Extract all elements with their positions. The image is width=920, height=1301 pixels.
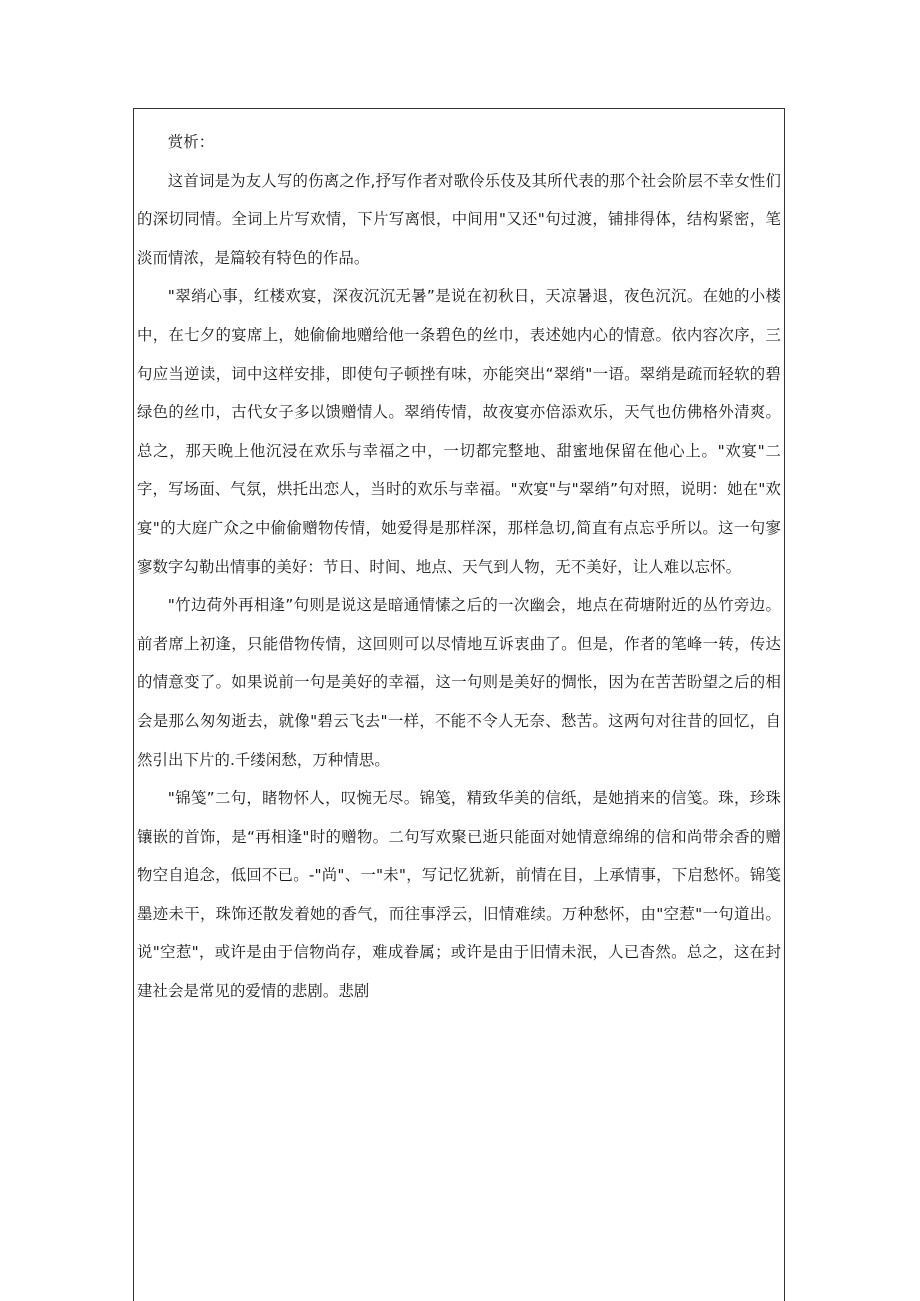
paragraph-intro: 这首词是为友人写的伤离之作,抒写作者对歌伶乐伎及其所代表的那个社会阶层不幸女性们的深切同情。全词上片写欢情，下片写离恨，中间用"又还"句过渡，铺排得体，结构紧密，笔淡而情浓，是篇较有特色的作品。 [137, 171, 781, 267]
paragraph-jinjian: "锦笺”二句，睹物怀人，叹惋无尽。锦笺，精致华美的信纸，是她捎来的信笺。珠，珍珠镶嵌的首饰，是“再相逢"时的赠物。二句写欢聚已逝只能面对她情意绵绵的信和尚带余香的赠物空自追念，低回不已。-"尚"、一"未"，写记忆犹新，前情在目，上承情事，下启愁怀。锦笺墨迹未干，珠饰还散发着她的香气，而往事浮云，旧情难续。万种愁怀，由"空惹"一句道出。说"空惹"，或许是由于信物尚存，难成眷属；或许是由于旧情未泯，人已杳然。总之，这在封建社会是常见的爱情的悲剧。悲剧 [137, 789, 781, 1001]
paragraph-zhubian: "竹边荷外再相逢”句则是说这是暗通情愫之后的一次幽会，地点在荷塘附近的丛竹旁边。前者席上初逢，只能借物传情，这回则可以尽情地互诉衷曲了。但是，作者的笔峰一转，传达的情意变了。如果说前一句是美好的幸福，这一句则是美好的惆怅，因为在苦苦盼望之后的相会是那么匆匆逝去，就像"碧云飞去"一样，不能不令人无奈、愁苦。这两句对往昔的回忆，自然引出下片的.千缕闲愁，万种情思。 [137, 596, 781, 769]
document-frame [133, 108, 785, 1301]
section-heading: 赏析： [167, 133, 215, 151]
document-body [137, 123, 781, 1011]
paragraph-cuixiao: "翠绡心事，红楼欢宴，深夜沉沉无暑”是说在初秋日，天凉暑退，夜色沉沉。在她的小楼中，在七夕的宴席上，她偷偷地赠给他一条碧色的丝巾，表述她内心的情意。依内容次序，三句应当逆读，词中这样安排，即使句子顿挫有味，亦能突出“翠绡"一语。翠绡是疏而轻软的碧绿色的丝巾，古代女子多以馈赠情人。翠绡传情，故夜宴亦倍添欢乐，天气也仿佛格外清爽。总之，那天晚上他沉浸在欢乐与幸福之中，一切都完整地、甜蜜地保留在他心上。"欢宴"二字，写场面、气氛，烘托出恋人，当时的欢乐与幸福。"欢宴"与"翠绡”句对照，说明：她在"欢宴"的大庭广众之中偷偷赠物传情，她爱得是那样深，那样急切,简直有点忘乎所以。这一句寥寥数字勾勒出情事的美好：节日、时间、地点、天气到人物，无不美好，让人难以忘怀。 [137, 287, 781, 576]
